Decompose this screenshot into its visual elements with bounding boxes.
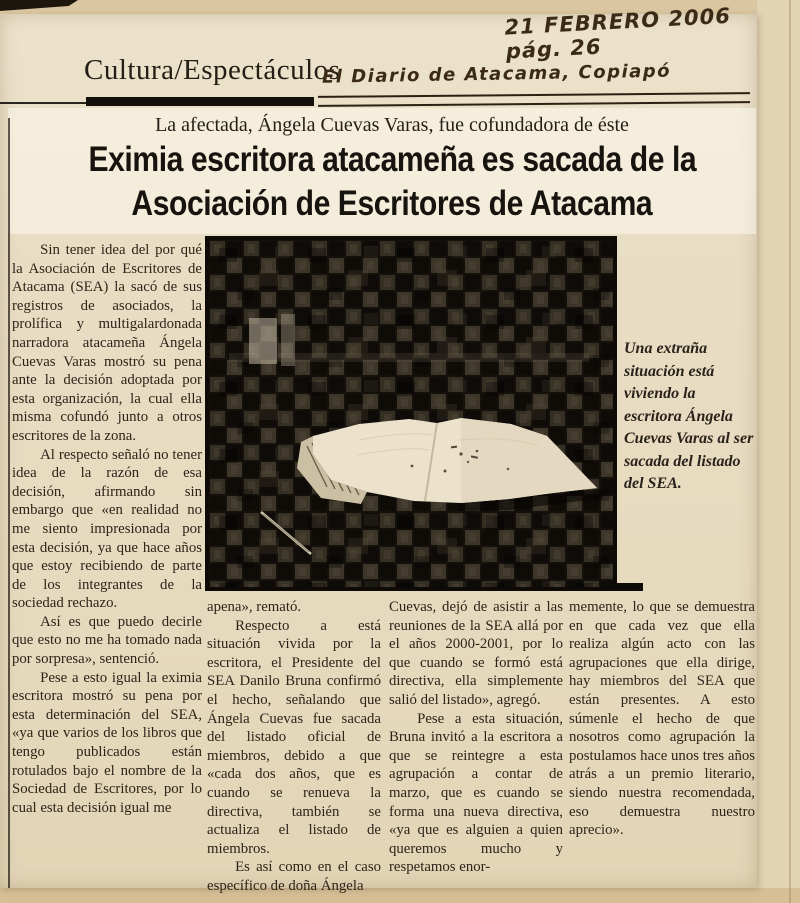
- paper-crease: [789, 0, 791, 903]
- article-column-1: [12, 241, 202, 817]
- article-paragraph: Pese a esta situación, Bruna invitó a la escritora a que se reintegre a esta agrupación a contar de marzo, que es cuando se forma una nueva directiva, «ya que es alguien a quien queremos mucho y respetamos enor-: [389, 710, 563, 876]
- article-paragraph: Pese a esto igual la eximia escritora mostró su pena por esta determinación del SEA, «ya que varios de los libros que tengo publicados están rotulados bajo el nombre de la Sociedad de Escritores, por lo cual esta decisión igual me: [12, 669, 202, 816]
- article-paragraph: memente, lo que se demuestra en que cada vez que ella realiza algún acto con las agrupaciones que ella dirige, hay miembros del SEA que están presentes. A esto súmenle el hecho de que nosotros como agrupación la postulamos hace unos tres años atrás a un premio literario, siendo nuestra recomendada, eso demuestra nuestro aprecio».: [569, 599, 755, 839]
- article-paragraph: Así es que puedo decirle que esto no me ha tomado nada por sorpresa», sentenció.: [12, 613, 202, 668]
- headline-line-2: Asociación de Escritores de Atacama: [131, 184, 653, 223]
- handwritten-source: El Diario de Atacama, Copiapó: [321, 60, 672, 88]
- headline: [0, 138, 784, 226]
- scan-artifact-wedge: [0, 0, 78, 11]
- article-paragraph: Sin tener idea del por qué la Asociación de Escritores de Atacama (SEA) la sacó de sus registros de asociados, la prolífica y multigalardonada narradora atacameña Ángela Cuevas Varas mostró su pena ante la decisión adoptada por esta organización, la cual ella misma cofundó junto a otros escritores de la zona.: [12, 242, 202, 444]
- photo-caption: Una extraña situación está viviendo la escritora Ángela Cuevas Varas al ser sacada del listado del SEA.: [624, 340, 754, 492]
- article-paragraph: Al respecto señaló no tener idea de la razón de esa decisión, afirmando sin embargo que «en realidad no me siento impresionada por esta decisión, ya que hace años que estoy recibiendo de parte de los integrantes de la sociedad rechazo.: [12, 446, 202, 612]
- article-paragraph: apena», remató.: [207, 599, 302, 615]
- article-column-4: [569, 598, 755, 840]
- headline-line-1: Eximia escritora atacameña es sacada de la: [88, 140, 696, 179]
- article-paragraph: Cuevas, dejó de asistir a las reuniones de la SEA allá por el años 2000-2001, por lo que cuando se formó está directiva, ella simplemente salió del listado», agregó.: [389, 599, 563, 708]
- photo-border-fragment: [613, 583, 643, 591]
- article-photo: [205, 236, 617, 591]
- open-book-illustration: [209, 240, 613, 587]
- article-paragraph: Es así como en el caso específico de doña Ángela: [207, 859, 381, 894]
- section-rule-thin: [0, 102, 90, 104]
- section-rule-thick: [86, 97, 314, 106]
- article-column-3: [389, 598, 563, 877]
- handwritten-date: 21 FEBRERO 2006 pág. 26: [503, 3, 732, 64]
- article-column-2: [207, 598, 381, 896]
- kicker: La afectada, Ángela Cuevas Varas, fue cofundadora de éste: [155, 114, 629, 136]
- article-paragraph: Respecto a está situación vivida por la escritora, el Presidente del SEA Danilo Bruna confirmó el hecho, señalando que Ángela Cuevas fue sacada del listado oficial de miembros, debido a que «cada dos años, que es cuando se renueva la directiva, también se actualiza el listado de miembros.: [207, 617, 381, 857]
- section-title: Cultura/Espectáculos: [84, 54, 341, 86]
- clipping-cut-edge-line: [8, 118, 10, 888]
- background-mat-bottom: [0, 888, 800, 903]
